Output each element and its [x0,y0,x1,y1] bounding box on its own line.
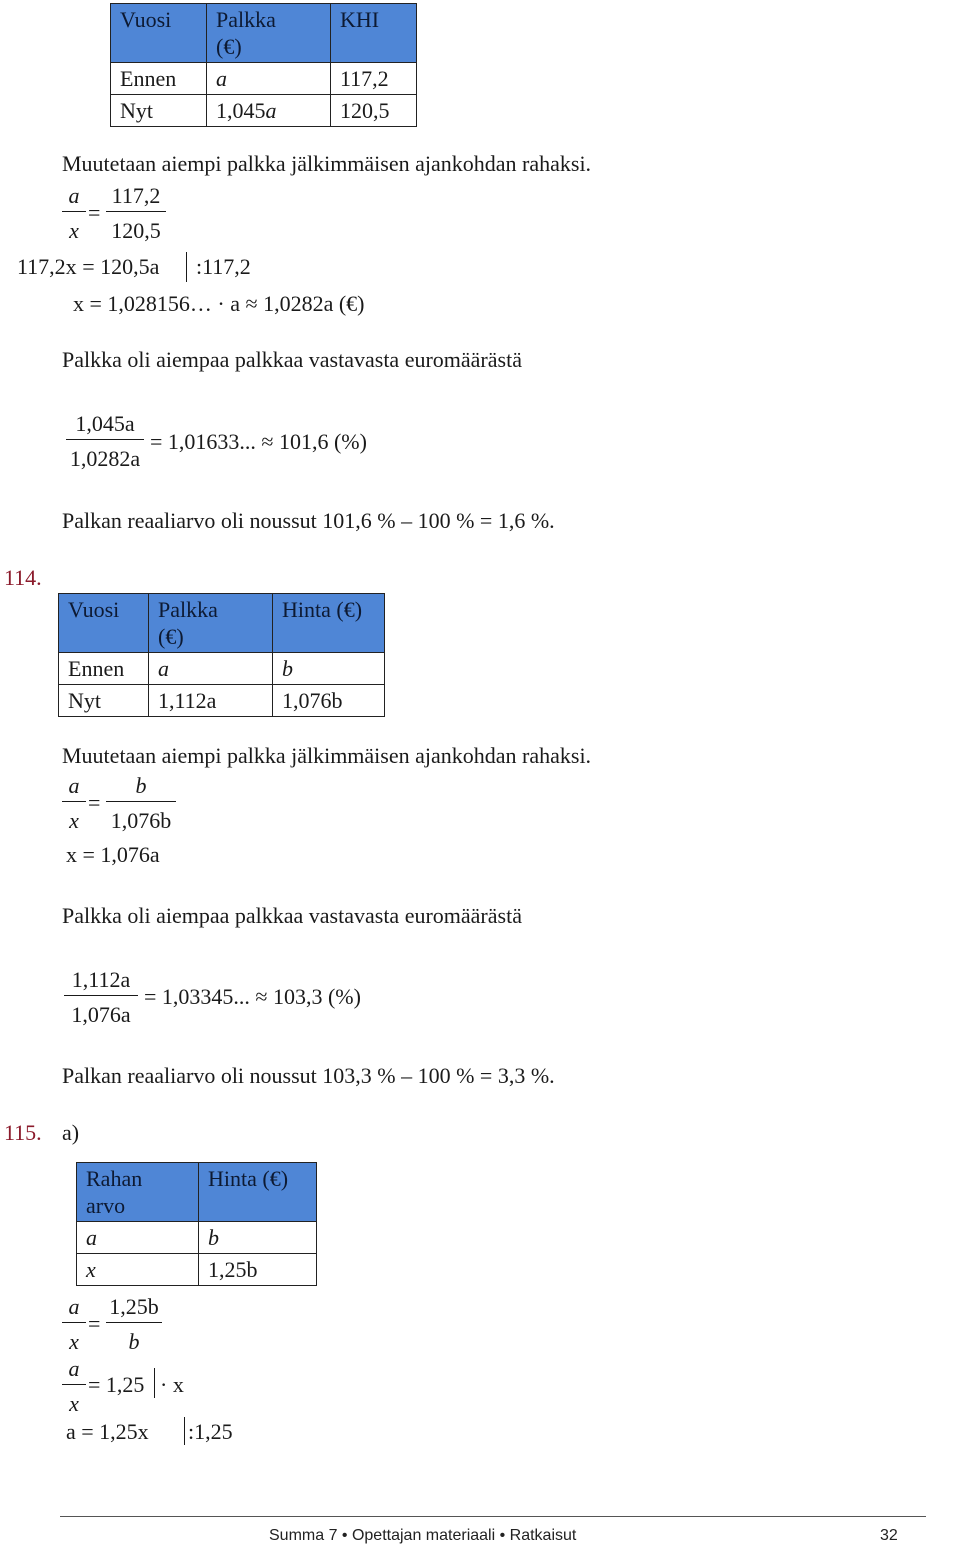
table-cell: a [149,653,273,685]
divider-bar [184,1417,185,1445]
fraction: $\frac{a}{x}$ [62,185,86,242]
equation: = 1,25 [88,1372,145,1397]
table-header-row [59,594,385,653]
intro-text: Muutetaan aiempi palkka jälkimmäisen ajankohdan rahaksi. [62,743,592,768]
table-row [111,63,417,95]
table-cell: 1,25b [199,1254,317,1286]
header-cell: Vuosi [59,594,149,653]
divider-bar [154,1368,155,1398]
problem-number: 115. [4,1120,42,1145]
equals-sign: = [88,1311,101,1336]
divider-bar [186,252,187,282]
table-cell: Ennen [59,653,149,685]
fraction: $\frac{a}{x}$ [62,775,86,832]
header-cell: Palkka (€) [149,594,273,653]
table-cell: 1,045a [207,95,331,127]
comparison-text: Palkka oli aiempaa palkkaa vastavasta euromäärästä [62,903,522,928]
equation: 117,2x = 120,5a [17,254,160,279]
table-row [77,1222,317,1254]
header-cell: Palkka (€) [207,4,331,63]
money-value-table [76,1162,317,1286]
fraction: $\frac{a}{x}$ [62,1296,86,1353]
intro-text: Muutetaan aiempi palkka jälkimmäisen ajankohdan rahaksi. [62,151,592,176]
part-label: a) [62,1120,80,1145]
table-cell: b [199,1222,317,1254]
table-cell: 1,112a [149,685,273,717]
equation: x = 1,076a [66,842,160,867]
ratio-result: = 1,01633... ≈ 101,6 (%) [150,429,367,454]
header-cell: Hinta (€) [273,594,385,653]
salary-index-table [110,3,417,127]
table-cell: Nyt [111,95,207,127]
header-cell: KHI [331,4,417,63]
equation: a = 1,25x [66,1419,149,1444]
fraction: $\frac{1,112a}{1,076a}$ [64,969,138,1026]
operation-label: :117,2 [196,254,251,279]
equals-sign: = [88,790,101,815]
footer-divider [60,1516,926,1517]
fraction: $\frac{a}{x}$ [62,1358,86,1415]
equation: x = 1,028156… · a ≈ 1,0282a (€) [73,291,365,316]
ratio-result: = 1,03345... ≈ 103,3 (%) [144,984,361,1009]
page-number: 32 [880,1527,898,1544]
footer-text: Summa 7 • Opettajan materiaali • Ratkaisut [269,1527,577,1544]
conclusion-text: Palkan reaaliarvo oli noussut 101,6 % – 100 % = 1,6 %. [62,508,555,533]
fraction: $\frac{1,25b}{b}$ [106,1296,162,1353]
table-cell: 1,076b [273,685,385,717]
table-row [59,685,385,717]
table-cell: Ennen [111,63,207,95]
table-cell: 120,5 [331,95,417,127]
fraction: $\frac{1,045a}{1,0282a}$ [66,413,144,470]
header-cell: Rahan arvo [77,1163,199,1222]
table-cell: a [207,63,331,95]
salary-price-table [58,593,385,717]
operation-label: · x [160,1372,184,1397]
table-cell: 117,2 [331,63,417,95]
table-row [111,95,417,127]
table-cell: a [77,1222,199,1254]
table-row [77,1254,317,1286]
equals-sign: = [88,200,101,225]
comparison-text: Palkka oli aiempaa palkkaa vastavasta euromäärästä [62,347,522,372]
problem-number: 114. [4,565,42,590]
table-row [59,653,385,685]
operation-label: :1,25 [188,1419,233,1444]
conclusion-text: Palkan reaaliarvo oli noussut 103,3 % – 100 % = 3,3 %. [62,1063,555,1088]
fraction: $\frac{117,2}{120,5}$ [106,185,166,242]
header-cell: Vuosi [111,4,207,63]
table-cell: Nyt [59,685,149,717]
fraction: $\frac{b}{1,076b}$ [106,775,176,832]
table-header-row [77,1163,317,1222]
table-cell: b [273,653,385,685]
table-header-row [111,4,417,63]
header-cell: Hinta (€) [199,1163,317,1222]
table-cell: x [77,1254,199,1286]
